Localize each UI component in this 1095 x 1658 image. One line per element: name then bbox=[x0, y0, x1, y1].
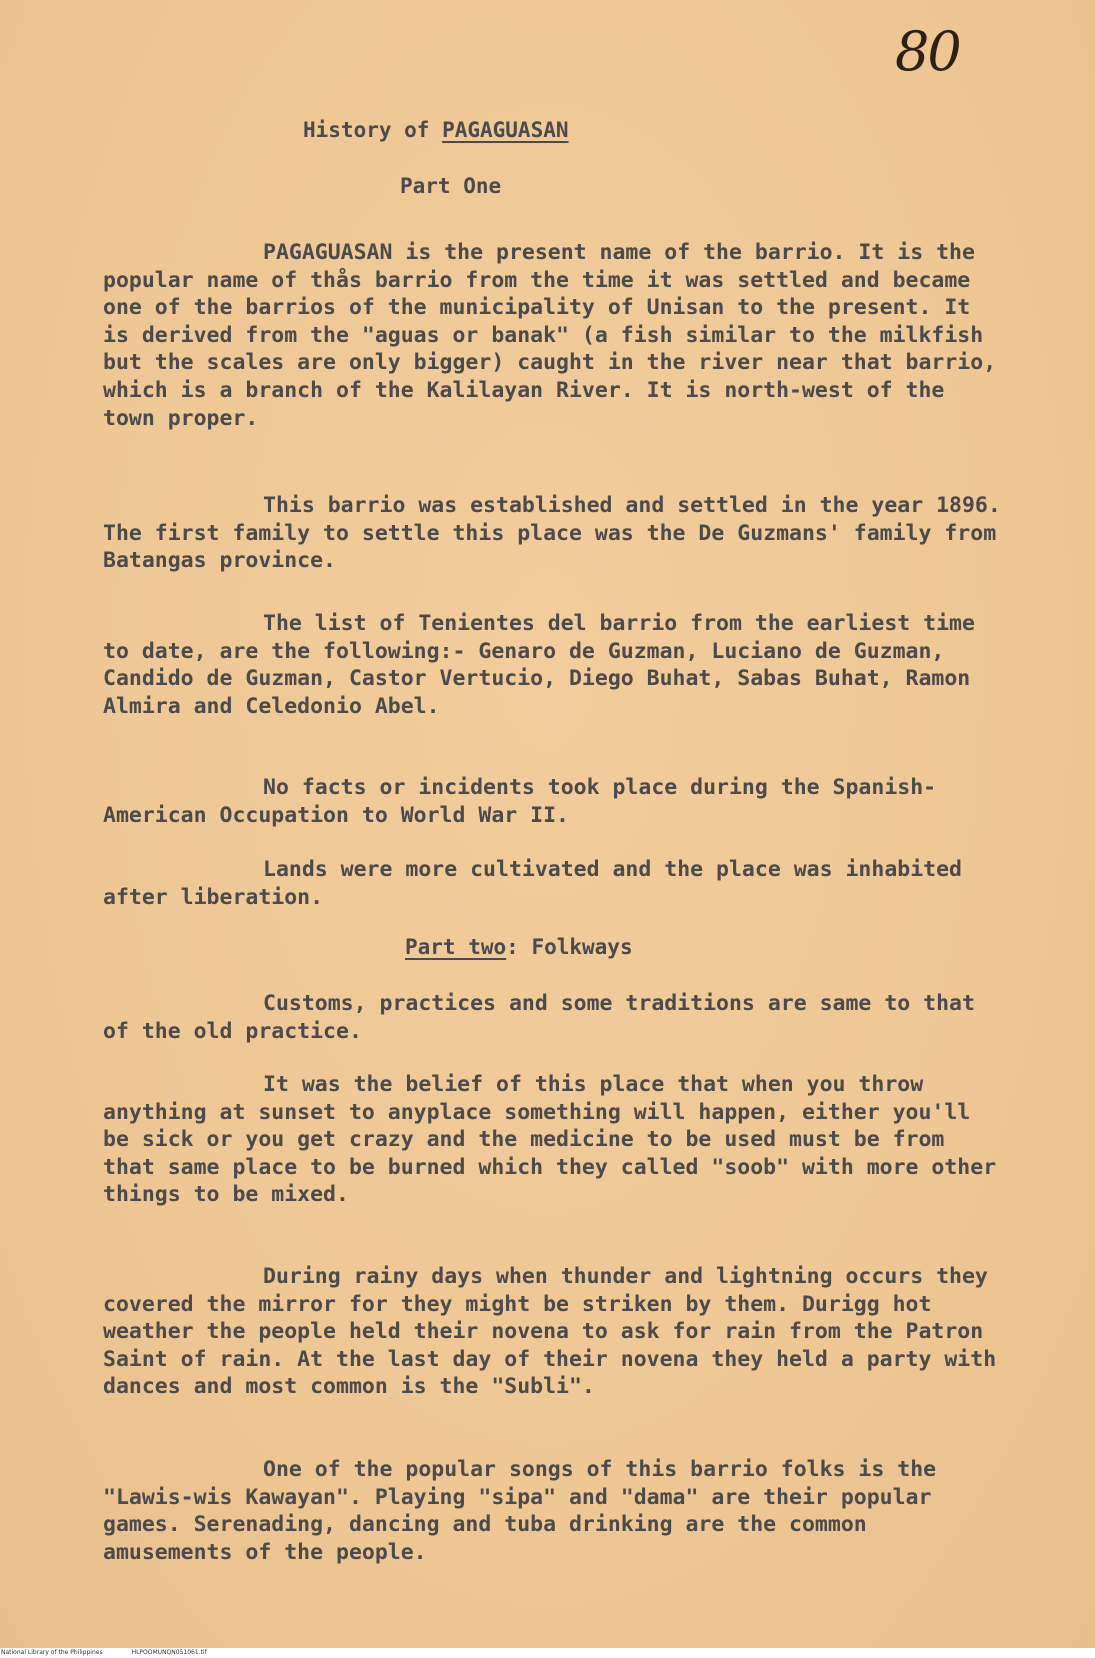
paragraph-name-origin: PAGAGUASAN is the present name of the barrio. It is the popular name of thås barrio from the time it was settled and became one of the barrios of the municipality of Unisan to the present. It is derived from the "aguas or banak" (a fish similar to the milkfish but the scales are only bigger) caught in the river near that barrio, which is a branch of the Kalilayan River. It is north-west of the town proper. bbox=[103, 240, 997, 431]
paragraph-establishment: This barrio was established and settled in the year 1896. The first family to settle this place was the De Guzmans' family from Batangas province. bbox=[103, 493, 1001, 574]
paragraph-liberation: Lands were more cultivated and the place was inhabited after liberation. bbox=[103, 857, 962, 910]
paragraph-rainy-days: During rainy days when thunder and lightning occurs they covered the mirror for they might be striken by them. Durigg hot weather the people held their novena to ask for rain from the Patron Saint of rain. At the last day of their novena they held a party with dances and most common is the "Subli". bbox=[103, 1264, 997, 1400]
paragraph-customs: Customs, practices and some traditions are same to that of the old practice. bbox=[103, 991, 975, 1044]
part-two-label: Part two bbox=[405, 935, 507, 959]
paragraph-war-incidents: No facts or incidents took place during the Spanish-American Occupation to World War II. bbox=[103, 775, 937, 828]
footer-library: National Library of the Philippines bbox=[1, 1649, 103, 1656]
title-place-name: PAGAGUASAN bbox=[442, 118, 569, 142]
part-one-heading: Part One bbox=[400, 174, 502, 198]
title-prefix: History of bbox=[303, 118, 443, 142]
handwritten-page-number: 80 bbox=[895, 20, 960, 83]
part-two-heading bbox=[405, 935, 633, 959]
part-two-title: : Folkways bbox=[506, 935, 633, 959]
document-title bbox=[303, 118, 569, 142]
scan-footer bbox=[0, 1648, 1095, 1658]
paragraph-tenientes: The list of Tenientes del barrio from the earliest time to date, are the following:- Genaro de Guzman, Luciano de Guzman, Candido de Guzman, Castor Vertucio, Diego Buhat, Sabas Buhat, Ramon Almira and Celedonio Abel. bbox=[103, 611, 975, 719]
footer-file-id: HLPOOMUNQN051061.tif bbox=[131, 1649, 207, 1656]
paragraph-sunset-belief: It was the belief of this place that when you throw anything at sunset to anyplace something will happen, either you'll be sick or you get crazy and the medicine to be used must be from that same place to be burned which they called "soob" with more other things to be mixed. bbox=[103, 1072, 997, 1208]
paragraph-amusements: One of the popular songs of this barrio folks is the "Lawis-wis Kawayan". Playing "sipa" and "dama" are their popular games. Serenading, dancing and tuba drinking are the common amusements of the people. bbox=[103, 1457, 937, 1565]
